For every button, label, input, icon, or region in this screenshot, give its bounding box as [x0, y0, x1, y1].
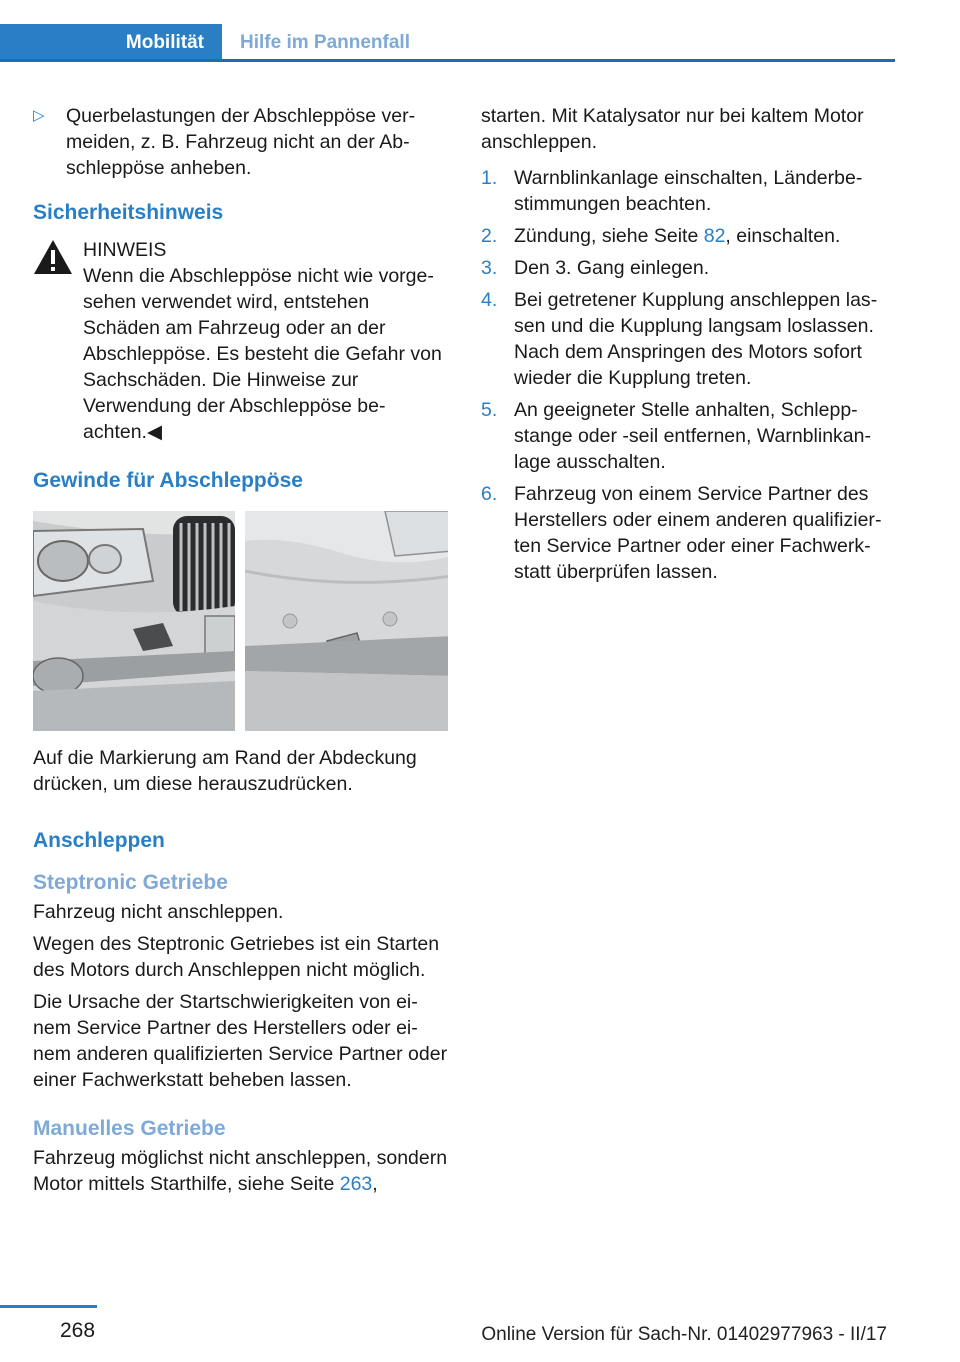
list-item: [481, 255, 896, 281]
step-text: Warnblinkanlage einschalten, Länderbestimmungen beachten.: [514, 167, 863, 215]
heading-sicherheitshinweis: Sicherheitshinweis: [33, 201, 224, 224]
step-number: 1.: [481, 167, 498, 189]
tab-mobilitaet[interactable]: Mobilität: [0, 24, 222, 62]
step-text: Den 3. Gang einlegen.: [514, 257, 710, 279]
heading-steptronic: Steptronic Getriebe: [33, 871, 228, 894]
list-item: [481, 287, 896, 391]
right-column: [481, 103, 896, 591]
page-number: 268: [60, 1319, 96, 1342]
left-column: [33, 103, 448, 1203]
triangle-bullet-icon: ▷: [33, 107, 45, 124]
step-text: Zündung, siehe Seite 82, einschalten.: [514, 225, 841, 247]
list-item: [481, 223, 896, 249]
online-version-label: Online Version für Sach-Nr. 01402977963 - II/17: [481, 1324, 887, 1345]
heading-manuelles-getriebe: Manuelles Getriebe: [33, 1117, 226, 1140]
step-text: Fahrzeug von einem Service Partner des Herstellers oder einem anderen qualifizierten Service Partner oder einer Fachwerkstatt überprüfen lassen.: [514, 483, 882, 583]
warning-triangle-icon: [33, 239, 73, 275]
steptronic-p2: Wegen des Steptronic Getriebes ist ein Starten des Motors durch Anschleppen nicht möglich.: [33, 933, 440, 981]
step-text: An geeigneter Stelle anhalten, Schleppstange oder -seil entfernen, Warnblinkanlage ausschalten.: [514, 399, 871, 473]
footer-divider: [0, 1305, 97, 1308]
tow-eye-thread-images: [33, 511, 448, 731]
heading-anschleppen: Anschleppen: [33, 829, 165, 852]
header-divider: [0, 59, 895, 62]
right-intro: starten. Mit Katalysator nur bei kaltem Motor anschleppen.: [481, 105, 864, 153]
page-link-82[interactable]: 82: [703, 225, 726, 247]
heading-gewinde: Gewinde für Abschleppöse: [33, 469, 303, 492]
warning-notice: [33, 237, 448, 445]
list-item: [33, 103, 448, 181]
step-text: Bei getretener Kupplung anschleppen lassen und die Kupplung langsam loslassen. Nach dem Anspringen des Motors sofort wieder die Kupplung treten.: [514, 289, 878, 389]
steptronic-p3: Die Ursache der Startschwierigkeiten von einem Service Partner des Herstellers oder einem anderen qualifizierten Service Partner oder einer Fachwerkstatt beheben lassen.: [33, 991, 448, 1091]
list-item: [481, 165, 896, 217]
step-number: 6.: [481, 483, 498, 505]
notice-text: Wenn die Abschleppöse nicht wie vorgesehen verwendet wird, entstehen Schäden am Fahrzeug oder an der Abschleppöse. Es besteht die Gefahr von Sachschäden. Die Hinweise zur Verwendung der Abschleppöse beachten.◀: [83, 265, 442, 443]
list-item: [481, 481, 896, 585]
step-number: 5.: [481, 399, 498, 421]
step-number: 4.: [481, 289, 498, 311]
tab-hilfe-im-pannenfall[interactable]: Hilfe im Pannenfall: [240, 32, 410, 53]
manuell-text: Fahrzeug möglichst nicht anschleppen, sondern Motor mittels Starthilfe, siehe Seite 263,: [33, 1147, 448, 1195]
image-caption: Auf die Markierung am Rand der Abdeckung drücken, um diese herauszudrücken.: [33, 747, 417, 795]
page-link-263[interactable]: 263: [339, 1173, 373, 1195]
step-number: 3.: [481, 257, 498, 279]
list-item: [481, 397, 896, 475]
front-bumper-photo: [33, 511, 237, 731]
step-number: 2.: [481, 225, 498, 247]
header-tabs: [0, 24, 895, 62]
steptronic-p1: Fahrzeug nicht anschleppen.: [33, 901, 284, 923]
rear-bumper-photo: [245, 511, 449, 731]
bullet-text: Querbelastungen der Abschleppöse vermeiden, z. B. Fahrzeug nicht an der Abschleppöse anheben.: [66, 105, 416, 179]
notice-label: HINWEIS: [83, 239, 167, 261]
